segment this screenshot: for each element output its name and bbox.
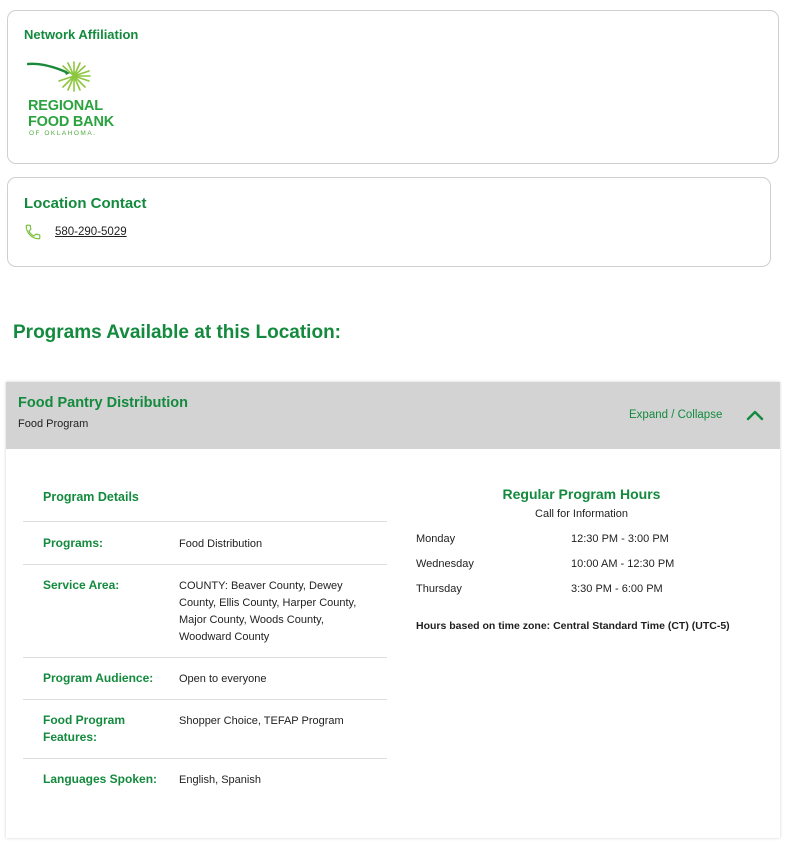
detail-value: Open to everyone (179, 673, 267, 685)
location-contact-title: Location Contact (24, 195, 147, 212)
detail-label: Languages Spoken: (43, 772, 158, 786)
detail-label: Food Program Features: (43, 713, 126, 744)
detail-row-languages (23, 758, 387, 800)
regional-food-bank-logo (26, 60, 126, 140)
detail-value: Shopper Choice, TEFAP Program (179, 715, 344, 727)
detail-value: COUNTY: Beaver County, Dewey County, Ellis County, Harper County, Major County, Woods County, Woodward County (179, 580, 357, 643)
detail-label: Service Area: (43, 578, 120, 592)
detail-row-features (23, 699, 387, 758)
detail-row-programs (23, 521, 387, 564)
hours-subtitle: Call for Information (535, 508, 628, 520)
hours-day: Thursday (416, 583, 462, 595)
program-header[interactable] (6, 382, 780, 449)
expand-collapse-button[interactable]: Expand / Collapse (629, 409, 723, 421)
logo-text-regional: REGIONAL (28, 98, 103, 114)
hours-title: Regular Program Hours (502, 486, 661, 502)
programs-heading: Programs Available at this Location: (13, 322, 342, 343)
phone-icon (24, 223, 42, 241)
detail-label: Programs: (43, 536, 104, 550)
hours-time: 10:00 AM - 12:30 PM (571, 558, 675, 570)
hours-day: Wednesday (416, 558, 474, 570)
phone-number-link[interactable]: 580-290-5029 (55, 226, 127, 238)
logo-text-food-bank: FOOD BANK (28, 114, 115, 130)
detail-row-service-area (23, 564, 387, 657)
location-contact-card (7, 177, 771, 267)
hours-day: Monday (416, 533, 456, 545)
program-type: Food Program (18, 418, 89, 430)
program-details-title: Program Details (43, 490, 139, 504)
phone-row (24, 223, 127, 241)
hours-time: 12:30 PM - 3:00 PM (571, 533, 669, 545)
detail-value: English, Spanish (179, 774, 261, 786)
hours-time: 3:30 PM - 6:00 PM (571, 583, 663, 595)
network-affiliation-title: Network Affiliation (24, 27, 139, 42)
detail-row-audience (23, 657, 387, 699)
program-panel (6, 382, 780, 838)
logo-text-oklahoma: OF OKLAHOMA. (29, 130, 97, 137)
network-affiliation-card (7, 10, 779, 164)
timezone-note: Hours based on time zone: Central Standard Time (CT) (UTC-5) (416, 620, 730, 632)
fork-burst-icon (26, 60, 96, 94)
detail-label: Program Audience: (43, 671, 154, 685)
detail-value: Food Distribution (179, 538, 263, 550)
chevron-up-icon[interactable] (746, 408, 764, 422)
program-name: Food Pantry Distribution (18, 395, 188, 411)
